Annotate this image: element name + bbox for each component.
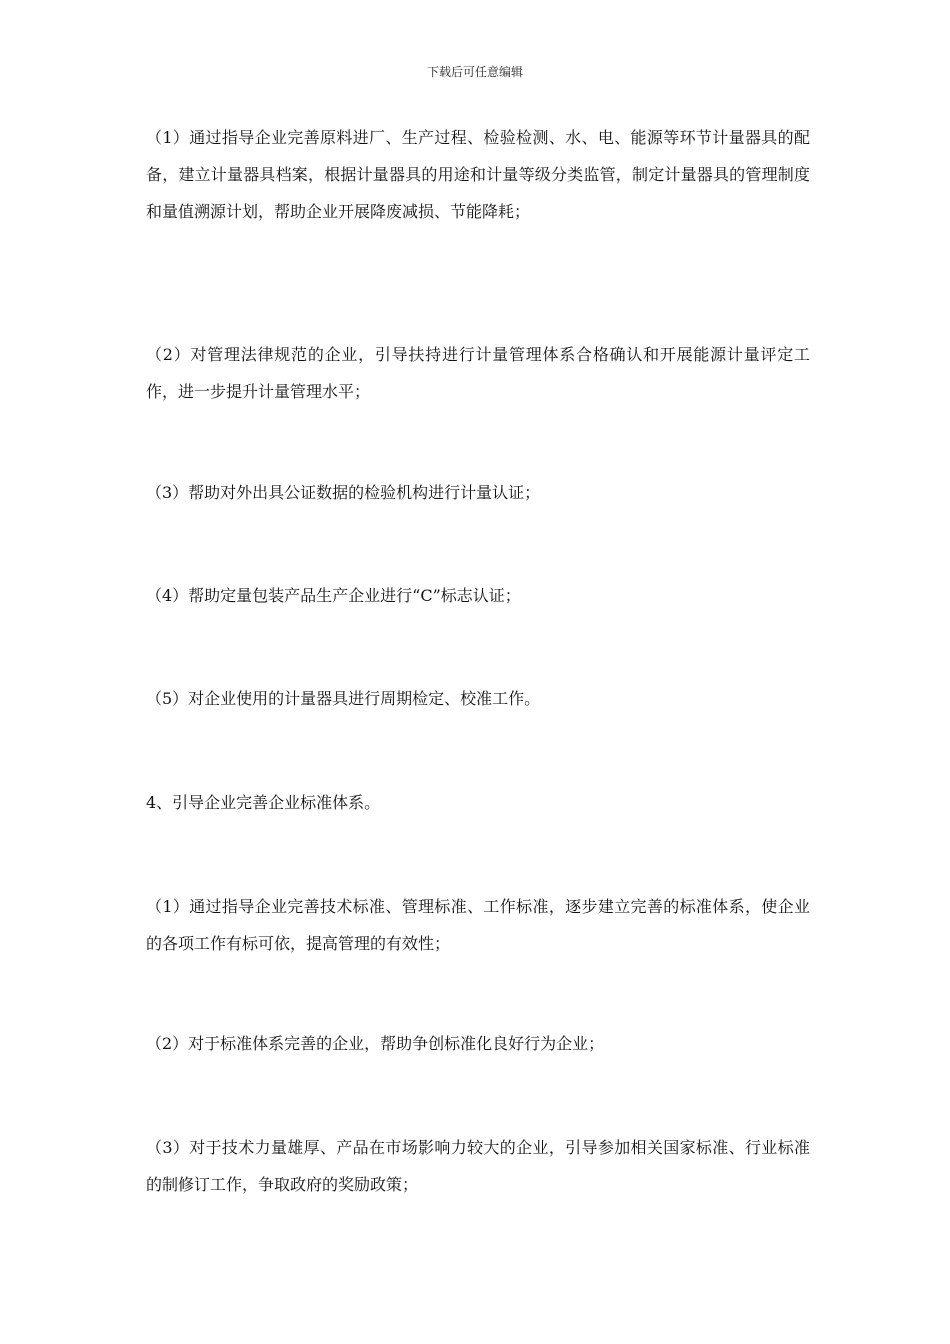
page-header: 下载后可任意编辑 [426, 65, 523, 79]
paragraph-metering-5: （5）对企业使用的计量器具进行周期检定、校准工作。 [146, 689, 541, 708]
paragraph-metering-1: （1）通过指导企业完善原料进厂、生产过程、检验检测、水、电、能源等环节计量器具的配备，建立计量器具档案，根据计量器具的用途和计量等级分类监管，制定计量器具的管理制度和量值溯源计划，帮助企业开展降废减损、节能降耗； [146, 128, 810, 221]
paragraph-standards-2: （2）对于标准体系完善的企业，帮助争创标准化良好行为企业； [146, 1034, 605, 1053]
section-heading-standards: 4、引导企业完善企业标准体系。 [146, 793, 381, 812]
paragraph-metering-4: （4）帮助定量包装产品生产企业进行“C”标志认证； [146, 586, 521, 605]
paragraph-metering-3: （3）帮助对外出具公证数据的检验机构进行计量认证； [146, 483, 541, 502]
paragraph-metering-2: （2）对管理法律规范的企业，引导扶持进行计量管理体系合格确认和开展能源计量评定工作，进一步提升计量管理水平； [146, 345, 810, 401]
paragraph-standards-1: （1）通过指导企业完善技术标准、管理标准、工作标准，逐步建立完善的标准体系，使企业的各项工作有标可依，提高管理的有效性； [146, 897, 810, 953]
paragraph-standards-3: （3）对于技术力量雄厚、产品在市场影响力较大的企业，引导参加相关国家标准、行业标准的制修订工作，争取政府的奖励政策； [146, 1138, 810, 1194]
